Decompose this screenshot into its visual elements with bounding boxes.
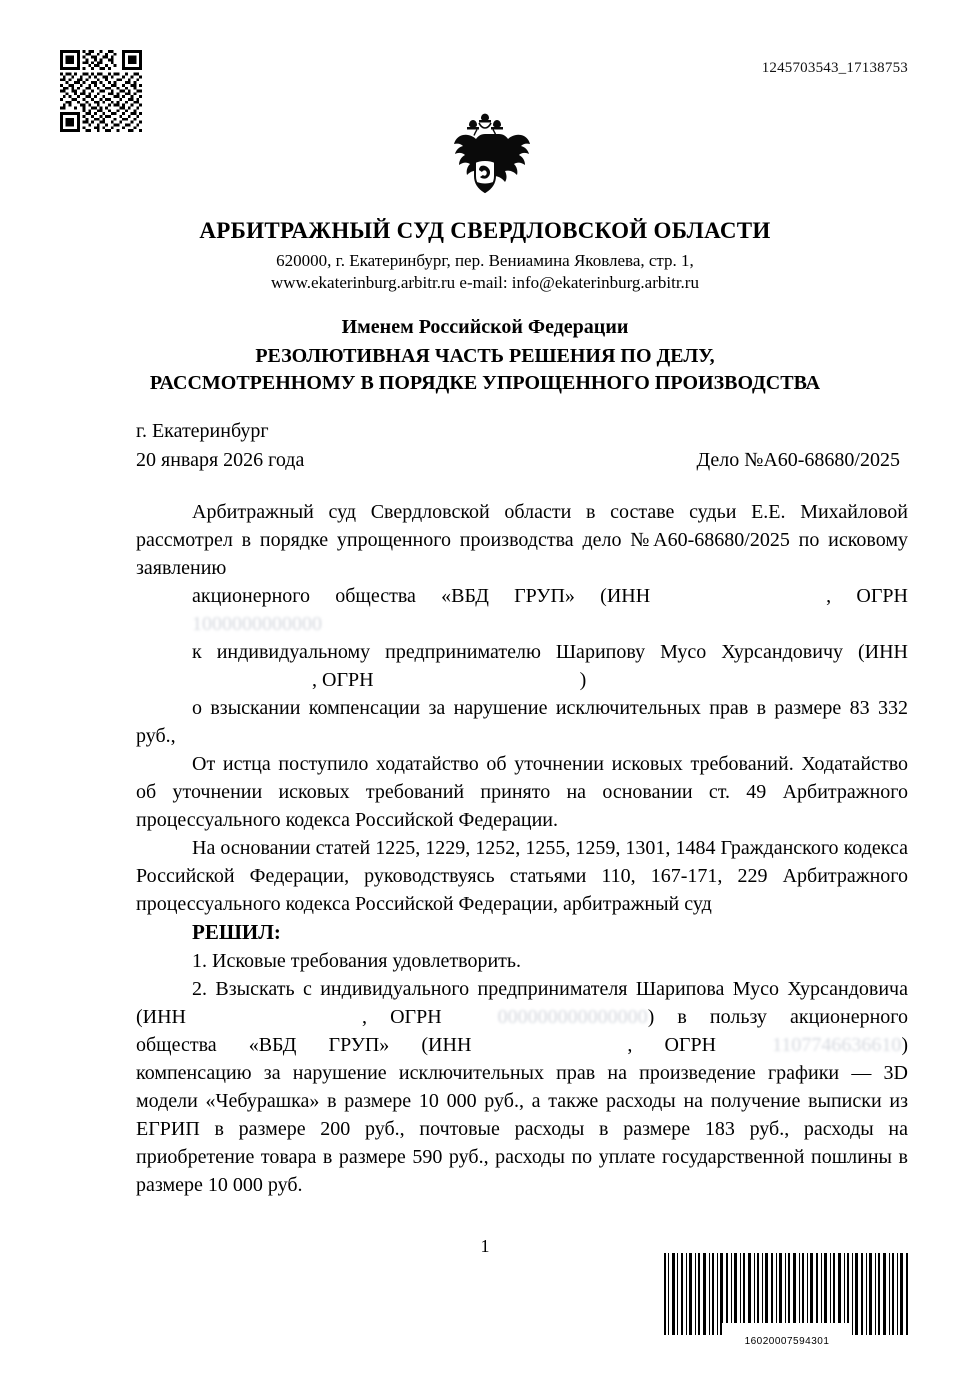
item2-text-5: ) компенсацию за нарушение исключительных прав на произведение графики — 3D модели «Чебурашка» в размере 10 000 руб., а также расходы на получение выписки из ЕГРИП в размере 200 руб., почтовые расходы в размере 183 руб., расходы на приобретение товара в размере 590 руб., расходы по уплате государственной пошлины в размере 10 000 руб. (136, 1034, 908, 1197)
document-title (0, 316, 970, 395)
resolved-heading: РЕШИЛ: (192, 920, 281, 944)
city: г. Екатеринбург (136, 420, 269, 442)
resolution-item-2 (136, 975, 908, 1199)
redacted-item2-plaintiff-inn (471, 1031, 627, 1059)
redacted-item2-plaintiff-ogrn: 1107746636610 (716, 1031, 901, 1059)
redacted-defendant-ogrn (374, 666, 580, 694)
document-id: 1245703543_17138753 (761, 60, 908, 76)
title-line-2: РЕЗОЛЮТИВНАЯ ЧАСТЬ РЕШЕНИЯ ПО ДЕЛУ, (255, 345, 715, 367)
item2-text-3: ) в пользу акционерного общества «ВБД ГРУП» (ИНН (136, 1006, 908, 1057)
paragraph-composition: Арбитражный суд Свердловской области в составе судьи Е.Е. Михайловой рассмотрел в порядке упрощенного производства дело №А60-68680/2025 по исковому заявлению (136, 501, 908, 579)
resolution-item-1: 1. Исковые требования удовлетворить. (192, 950, 522, 973)
item2-text-4: , ОГРН (627, 1034, 717, 1057)
plaintiff-text: акционерного общества «ВБД ГРУП» (ИНН (192, 585, 651, 607)
paragraph-defendant: к индивидуальному предпринимателю Шарипову Мусо Хурсандовичу (ИНН, ОГРН ) (136, 638, 908, 694)
redacted-defendant-inn (136, 666, 312, 694)
document-body (136, 498, 908, 1199)
in-name-of-rf: Именем Российской Федерации (341, 316, 629, 338)
paragraph-plaintiff: акционерного общества «ВБД ГРУП» (ИНН , ОГРН1000000000000 (136, 582, 908, 638)
barcode-number: 16020007594301 (744, 1336, 830, 1347)
paragraph-legal-basis: На основании статей 1225, 1229, 1252, 1255, 1259, 1301, 1484 Гражданского кодекса Российской Федерации, руководствуясь статьями 110, 167-171, 229 Арбитражного процессуального кодекса Российской Федерации, арбитражный суд (136, 837, 908, 915)
barcode (662, 1253, 912, 1347)
court-header (0, 218, 970, 295)
decision-date: 20 января 2026 года (136, 449, 305, 471)
redacted-plaintiff-ogrn: 1000000000000 (136, 610, 322, 638)
defendant-text: к индивидуальному предпринимателю Шарипову Мусо Хурсандовичу (ИНН (192, 641, 908, 663)
defendant-ogrn-label: , ОГРН (312, 669, 374, 691)
paragraph-motion: От истца поступило ходатайство об уточнении исковых требований. Ходатайство об уточнении исковых требований принято на основании ст. 49 Арбитражного процессуального кодекса Российской Федерации. (136, 753, 908, 831)
document-meta (136, 420, 908, 472)
plaintiff-ogrn-label: ОГРН (856, 585, 908, 607)
redacted-item2-defendant-inn (186, 1003, 362, 1031)
document-header-row (0, 42, 970, 122)
title-line-3: РАССМОТРЕННОМУ В ПОРЯДКЕ УПРОЩЕННОГО ПРОИЗВОДСТВА (149, 372, 821, 394)
russian-coat-of-arms-icon (0, 112, 970, 205)
item2-text-1: 2. Взыскать с индивидуального предпринимателя Шарипова Мусо Хурсандовича (ИНН (136, 978, 908, 1029)
redacted-item2-defendant-ogrn: 000000000000000 (442, 1003, 648, 1031)
court-name: АРБИТРАЖНЫЙ СУД СВЕРДЛОВСКОЙ ОБЛАСТИ (199, 218, 771, 243)
paragraph-subject: о взыскании компенсации за нарушение исключительных прав в размере 83 332 руб., (136, 697, 908, 747)
redacted-plaintiff-inn (650, 582, 826, 610)
case-number: Дело №А60-68680/2025 (696, 449, 900, 471)
court-address-line-1: 620000, г. Екатеринбург, пер. Вениамина Яковлева, стр. 1, (276, 251, 694, 270)
court-address-line-2: www.ekaterinburg.arbitr.ru e-mail: info@ekaterinburg.arbitr.ru (271, 273, 699, 293)
page-number: 1 (480, 1236, 490, 1256)
item2-text-2: , ОГРН (362, 1006, 442, 1029)
